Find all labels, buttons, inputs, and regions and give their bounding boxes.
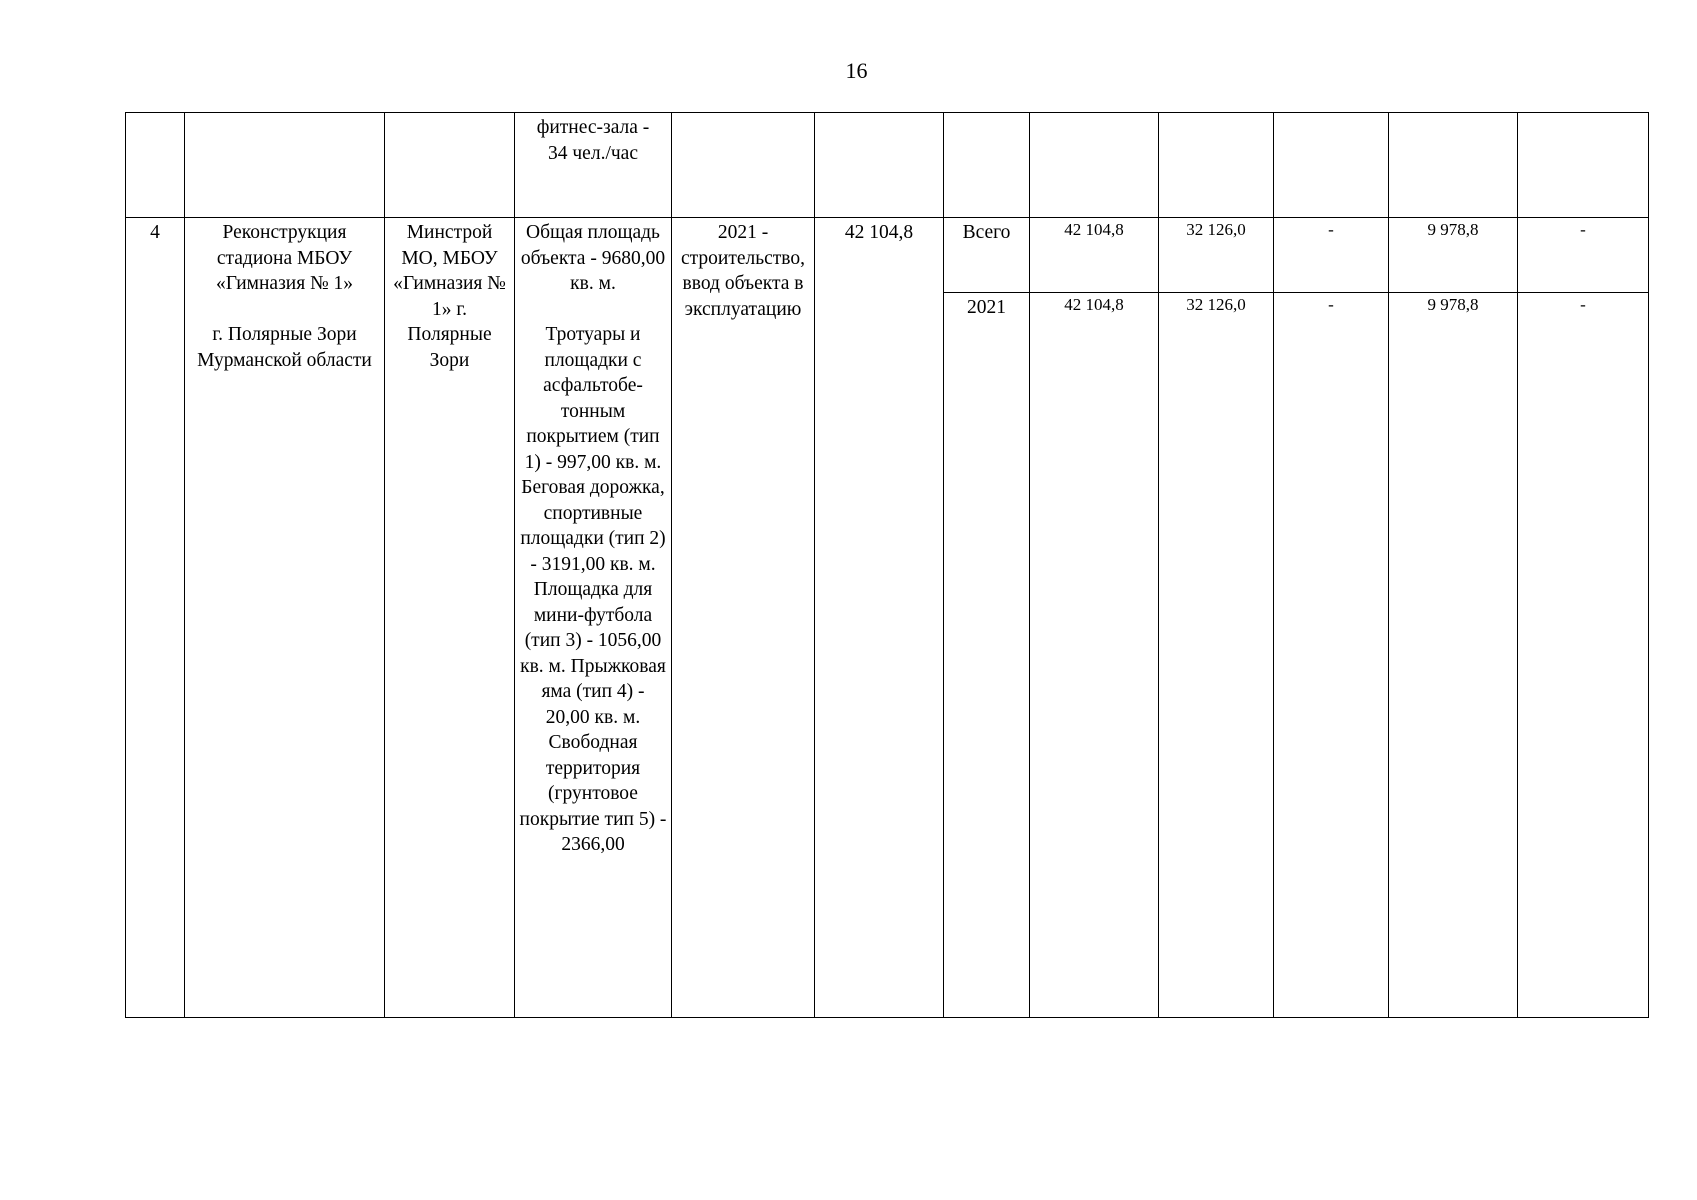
cell-col2: - [1274,293,1389,1018]
cell-total: 42 104,8 [1030,293,1159,1018]
investment-table [125,112,1649,1018]
cell-description: Общая площадь объекта - 9680,00 кв. м. Тротуары и площадки с асфальтобе-тонным покрытием (тип 1) - 997,00 кв. м. Беговая дорожка, спортивные площадки (тип 2) - 3191,00 кв. м. Площадка для мини-футбола (тип 3) - 1056,00 кв. м. Прыжковая яма (тип 4) - 20,00 кв. м. Свободная территория (грунтовое покрытие тип 5) - 2366,00 [515,218,672,1018]
cell-col3: 9 978,8 [1389,218,1518,293]
cell-customer: Минстрой МО, МБОУ «Гимназия № 1» г. Полярные Зори [385,218,515,1018]
cell-name: Реконструкция стадиона МБОУ «Гимназия № 1» г. Полярные Зори Мурманской области [185,218,385,1018]
cell-col2: - [1274,218,1389,293]
cell-period: 2021 - строительство, ввод объекта в эксплуатацию [672,218,815,1018]
cell-cost: 42 104,8 [815,218,944,1018]
cell-description: фитнес-зала - 34 чел./час [515,113,672,218]
cell-col1: 32 126,0 [1159,293,1274,1018]
cell-year [944,113,1030,218]
cell-col2 [1274,113,1389,218]
page-number: 16 [845,58,868,83]
cell-cost [815,113,944,218]
cell-total: 42 104,8 [1030,218,1159,293]
table-row-object [126,218,1649,293]
cell-col4 [1518,113,1649,218]
cell-col1 [1159,113,1274,218]
cell-col4: - [1518,293,1649,1018]
cell-col4: - [1518,218,1649,293]
cell-col3 [1389,113,1518,218]
cell-col3: 9 978,8 [1389,293,1518,1018]
cell-total [1030,113,1159,218]
cell-col1: 32 126,0 [1159,218,1274,293]
cell-year-label: 2021 [944,293,1030,1018]
cell-name [185,113,385,218]
cell-number: 4 [126,218,185,1018]
cell-year-label: Всего [944,218,1030,293]
table-row-continuation [126,113,1649,218]
cell-period [672,113,815,218]
cell-number [126,113,185,218]
cell-customer [385,113,515,218]
